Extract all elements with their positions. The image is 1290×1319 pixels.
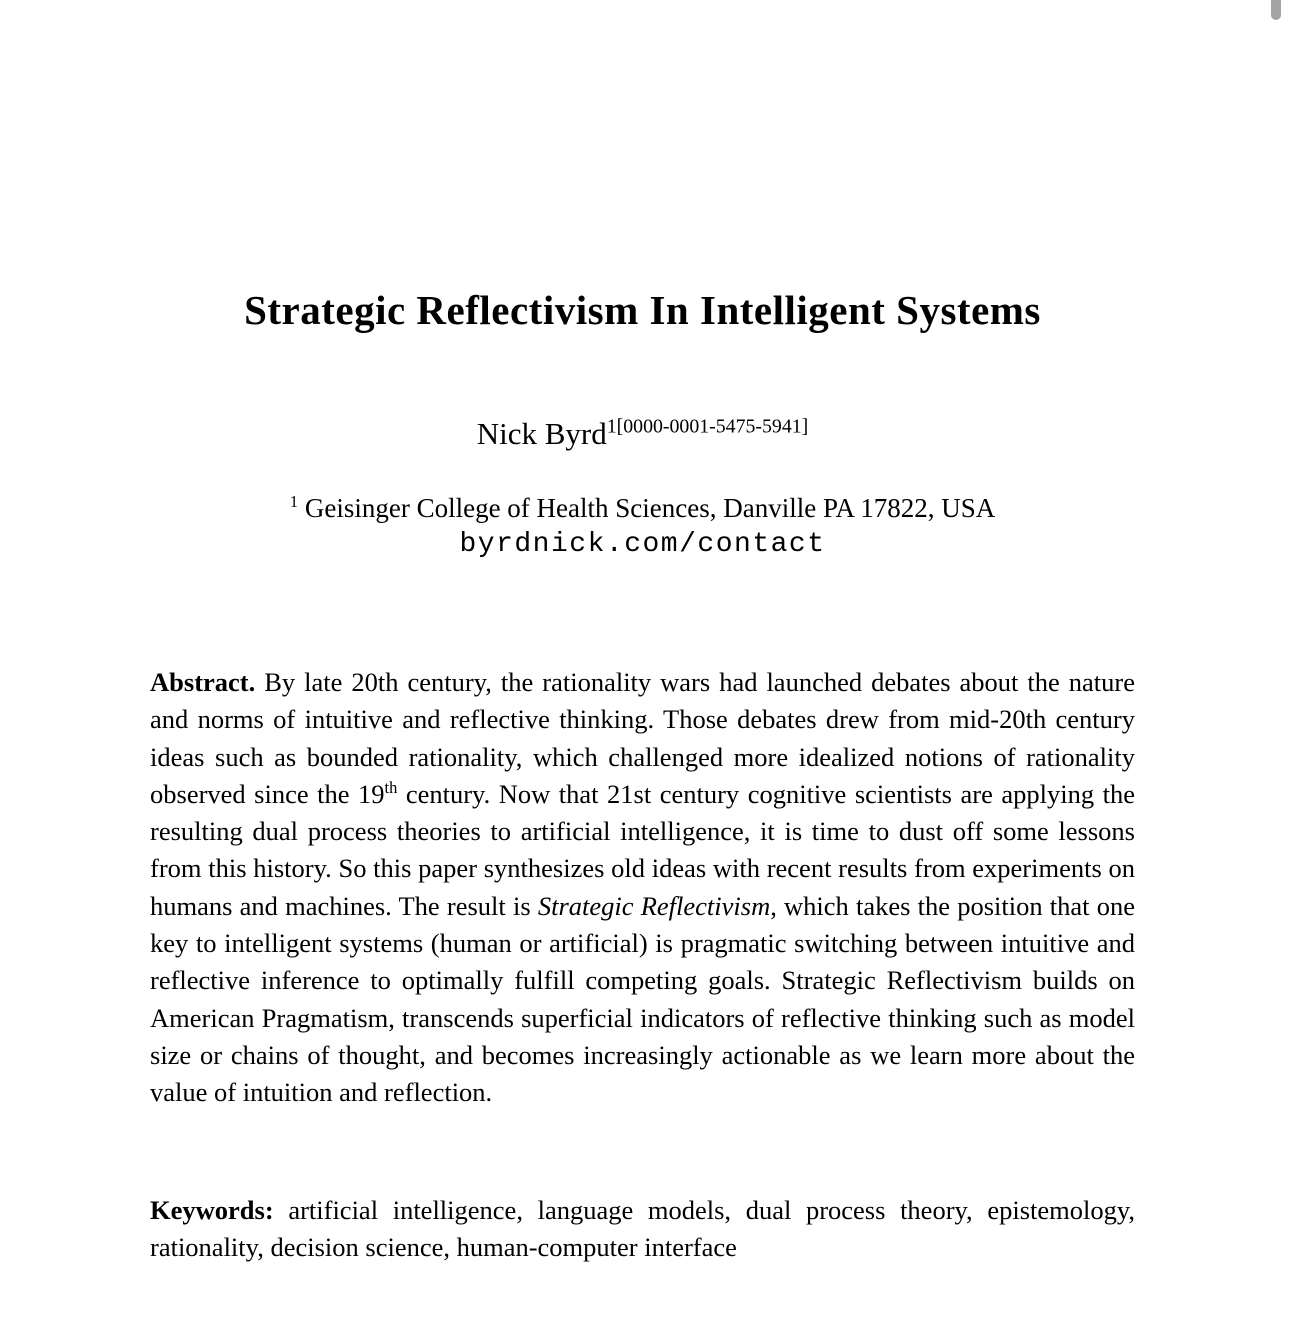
affiliation-marker: 1 bbox=[289, 492, 299, 511]
abstract-text: By late 20th century, the rationality wars had launched debates about the nature and norms of intuitive and reflective thinking. Those debates drew from mid-20th century ideas such as bounded rationality, which challenged more idealized notions of rationality observed since the 19th century. Now that 21st century cognitive scientists are applying the resulting dual process theories to artificial intelligence, it is time to dust off some lessons from this history. So this paper synthesizes old ideas with recent results from experiments on humans and machines. The result is Strategic Reflectivism, which takes the position that one key to intelligent systems (human or artificial) is pragmatic switching between intuitive and reflective inference to optimally fulfill competing goals. Strategic Reflectivism builds on American Pragmatism, transcends superficial indicators of reflective thinking such as model size or chains of thought, and becomes increasingly actionable as we learn more about the value of intuition and reflection. bbox=[150, 667, 1135, 1108]
keywords-paragraph bbox=[150, 1192, 1135, 1267]
scrollbar-thumb[interactable] bbox=[1271, 0, 1281, 20]
keywords-label: Keywords: bbox=[150, 1195, 274, 1225]
keywords-text: artificial intelligence, language models, dual process theory, epistemology, rationality, decision science, human-computer interface bbox=[150, 1195, 1136, 1263]
author-name: Nick Byrd bbox=[476, 416, 607, 451]
affiliation-text: Geisinger College of Health Sciences, Danville PA 17822, USA bbox=[304, 493, 996, 523]
affiliation-line bbox=[150, 493, 1135, 524]
author-orcid-superscript: 1[0000-0001-5475-5941] bbox=[606, 415, 809, 438]
abstract-label: Abstract. bbox=[150, 667, 256, 697]
paper-title: Strategic Reflectivism In Intelligent Systems bbox=[244, 287, 1041, 333]
abstract-paragraph bbox=[150, 664, 1135, 1112]
author-line bbox=[150, 416, 1135, 452]
contact-url-link[interactable]: byrdnick.com/contact bbox=[459, 529, 826, 560]
